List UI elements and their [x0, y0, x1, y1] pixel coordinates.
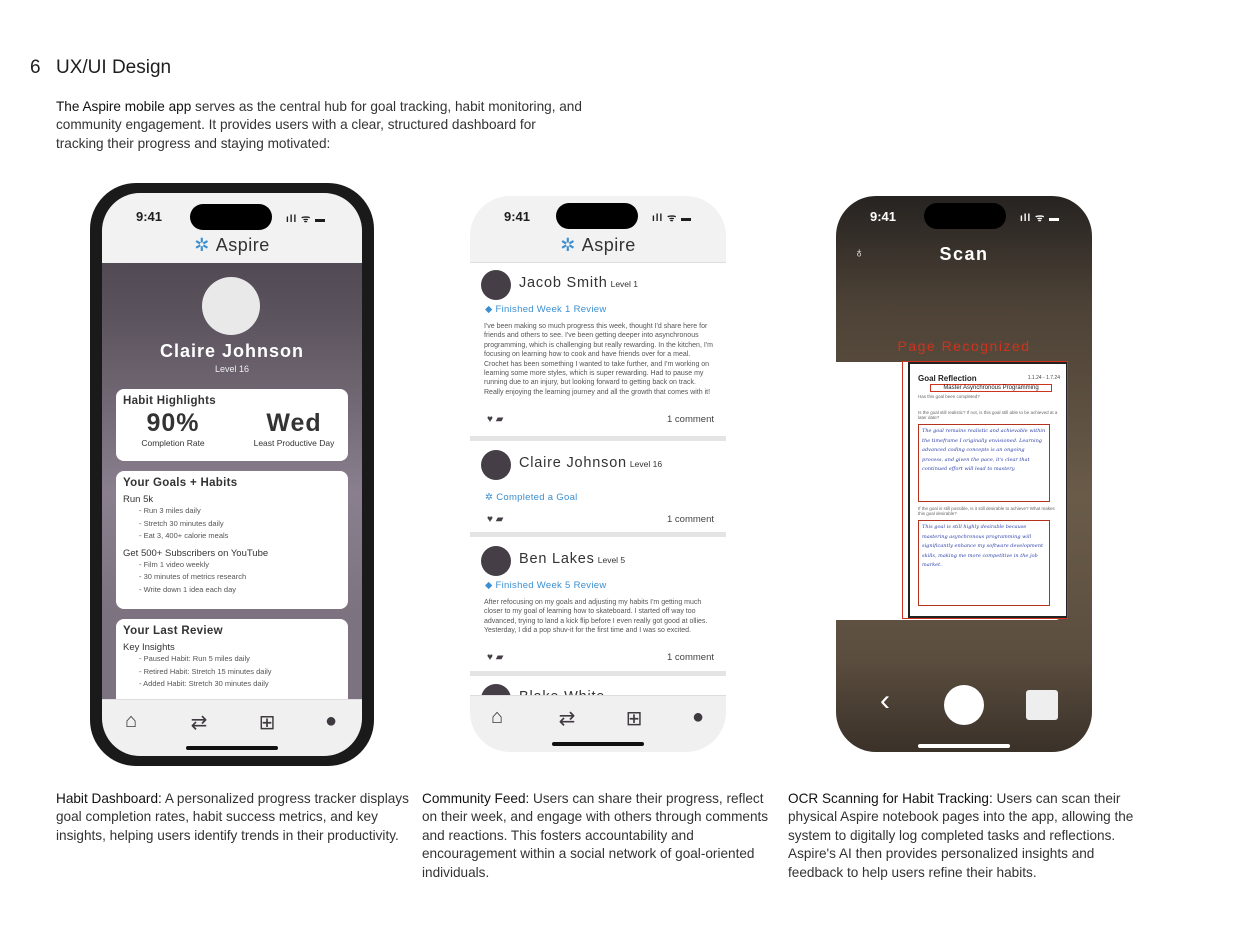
app-title — [102, 235, 362, 256]
feed-post[interactable] — [470, 270, 726, 435]
post-divider — [470, 436, 726, 441]
avatar[interactable] — [481, 546, 511, 576]
section-heading — [30, 57, 171, 79]
scan-title: Scan — [939, 244, 989, 264]
post-body: I've been making so much progress this week, thought I'd share here for friends and others to see. I've been getting deeper into asynchronous programming, which is challenging but really rewarding. In the kitchen, I'm focusing on learning how to cook and have friends over for a meal. Crochet has been something I wanted to take further, and I'm working on learning some more styles, which is super rewarding. Had to pause my running due to an injury, but looking forward to getting back on track. Really enjoying the learning journey and all the growth that comes with it! — [484, 323, 713, 396]
comment-count[interactable]: 1 comment — [667, 514, 714, 525]
reaction-icons[interactable]: ♥ ▰ — [487, 514, 504, 525]
handwritten-answer: This goal is still highly desirable because mastering asynchronous programming will significantly enhance my software development skills, making me more competitive in the job market. — [918, 520, 1050, 606]
notebook-question: Is the goal still realistic? If not, is this goal still able to be achieved at a later date? — [918, 410, 1058, 420]
post-author — [519, 275, 638, 291]
metric-label: Completion Rate — [141, 438, 205, 448]
completion-rate-metric — [130, 409, 216, 448]
profile-icon[interactable]: ● — [691, 706, 705, 728]
dynamic-island — [924, 203, 1006, 229]
section-title: UX/UI Design — [56, 57, 172, 78]
least-productive-day-metric — [242, 409, 346, 448]
status-icons: ıll ᯤ ▬ — [1020, 213, 1061, 224]
comment-count[interactable]: 1 comment — [667, 652, 714, 663]
author-name: Jacob Smith — [519, 275, 608, 291]
metric-value: 90% — [146, 409, 200, 437]
home-icon[interactable]: ⌂ — [490, 706, 504, 728]
intro-lead: The Aspire mobile app — [56, 99, 192, 114]
profile-icon[interactable]: ● — [324, 710, 338, 732]
insight-item: - Retired Habit: Stretch 15 minutes daily — [139, 666, 272, 676]
goals-habits-card[interactable] — [116, 471, 348, 609]
back-arrow-icon[interactable]: ‹ — [880, 684, 890, 717]
gallery-thumbnail[interactable] — [1026, 690, 1058, 720]
caption-text: A personalized progress tracker displays goal completion rates, habit success metrics, and key insights, helping users identify trends in their productivity. — [56, 791, 409, 843]
post-body: After refocusing on my goals and adjusting my habits I'm getting much closer to my goal of learning how to skateboard. I started off way too advanced, trying to land a kick flip before I even really got good at ollies. Yesterday, I did a pop shuv-it for the first time and I was so excited. — [484, 599, 708, 635]
post-activity: ✲ Completed a Goal — [485, 492, 578, 503]
profile-name: Claire Johnson — [159, 341, 305, 361]
habit-item: - Eat 3, 400+ calorie meals — [139, 531, 229, 540]
status-bar — [470, 196, 726, 236]
author-level: Level 5 — [597, 555, 626, 565]
goal-title: Get 500+ Subscribers on YouTube — [123, 547, 269, 559]
caption-feed — [422, 790, 777, 882]
avatar[interactable] — [481, 270, 511, 300]
author-level: Level 1 — [610, 279, 639, 289]
activity-text: Completed a Goal — [496, 492, 578, 503]
reaction-icons[interactable]: ♥ ▰ — [487, 414, 504, 425]
post-divider — [470, 532, 726, 537]
caption-ocr — [788, 790, 1143, 882]
aspire-logo-icon: ✲ — [194, 235, 210, 255]
app-title — [470, 235, 726, 256]
review-subtitle: Key Insights — [123, 642, 175, 653]
scan-phone — [836, 196, 1092, 752]
home-indicator — [918, 744, 1010, 748]
recognition-frame — [902, 361, 1068, 619]
notebook-goal: Master Asynchronous Programming — [930, 384, 1052, 392]
feed-phone — [470, 196, 726, 752]
author-name: Claire Johnson — [519, 455, 627, 471]
caption-text: Users can share their progress, reflect on their week, and engage with others through comments and reactions. This fosters accountability and encouragement within a social network of goal-oriented individuals. — [422, 791, 769, 880]
dashboard-header — [102, 193, 362, 263]
aspire-logo-icon: ✲ — [560, 235, 576, 255]
caption-lead: OCR Scanning for Habit Tracking: — [788, 791, 993, 806]
dashboard-phone — [90, 183, 374, 766]
status-icons: ıll ᯤ ▬ — [652, 213, 693, 224]
post-author — [519, 455, 662, 471]
section-number: 6 — [30, 57, 41, 78]
card-title: Habit Highlights — [123, 395, 216, 407]
add-icon[interactable]: ⊞ — [625, 708, 643, 730]
handwritten-answer: The goal remains realistic and achievable within the timeframe I originally envisioned. Learning advanced coding concepts is an ongoing process, and given the pace, it's clear that continued effort will lead to mastery. — [918, 424, 1050, 502]
feed-header — [470, 196, 726, 263]
intro-paragraph — [56, 98, 586, 153]
notebook-question: Has this goal been completed? — [918, 394, 980, 399]
tab-bar — [102, 699, 362, 756]
avatar[interactable] — [481, 450, 511, 480]
app-name: Aspire — [581, 235, 636, 255]
card-title: Your Goals + Habits — [123, 477, 238, 489]
habit-item: - 30 minutes of metrics research — [139, 572, 247, 581]
shutter-button[interactable] — [944, 685, 984, 725]
notebook-title: Goal Reflection — [918, 374, 977, 383]
goal-title: Run 5k — [123, 494, 154, 505]
habit-item: - Run 3 miles daily — [139, 506, 201, 515]
author-name: Ben Lakes — [519, 551, 595, 567]
post-activity: ◆ Finished Week 1 Review — [485, 304, 607, 315]
feed-post[interactable] — [470, 546, 726, 670]
caption-dashboard — [56, 790, 411, 845]
notebook-date: 1.1.24 - 1.7.24 — [1027, 375, 1060, 381]
status-bar — [836, 196, 1092, 236]
tab-bar — [470, 695, 726, 752]
status-bar — [102, 193, 362, 233]
feed-post[interactable] — [470, 450, 726, 530]
app-name: Aspire — [215, 235, 270, 255]
profile-avatar[interactable] — [202, 277, 260, 335]
status-time: 9:41 — [136, 209, 163, 224]
card-title: Your Last Review — [123, 625, 223, 637]
caption-lead: Habit Dashboard: — [56, 791, 162, 806]
caption-text: Users can scan their physical Aspire notebook pages into the app, allowing the system to digitally log completed tasks and reflections. Aspire's AI then provides personalized insights and feedback to help users refine their habits. — [788, 791, 1134, 880]
community-icon[interactable]: ⇄ — [190, 712, 208, 734]
home-icon[interactable]: ⌂ — [124, 710, 138, 732]
metric-label: Least Productive Day — [253, 438, 335, 448]
habit-highlights-card[interactable] — [116, 389, 348, 461]
habit-item: - Film 1 video weekly — [139, 559, 210, 569]
community-icon[interactable]: ⇄ — [558, 708, 576, 730]
habit-item: - Write down 1 idea each day — [139, 584, 236, 594]
activity-text: Finished Week 1 Review — [495, 304, 607, 315]
status-icons: ıll ᯤ ▬ — [286, 214, 327, 225]
home-indicator — [186, 746, 278, 750]
lightbulb-icon[interactable]: ♁ — [854, 244, 865, 260]
metric-value: Wed — [266, 409, 322, 437]
notebook-question: If the goal is still possible, is it still desirable to achieve? What makes this goal desirable? — [918, 506, 1055, 516]
post-author — [519, 551, 625, 567]
dynamic-island — [556, 203, 638, 229]
habit-item: - Stretch 30 minutes daily — [139, 518, 224, 528]
page-recognized-label: Page Recognized — [897, 338, 1031, 354]
post-divider — [470, 671, 726, 676]
profile-level: Level 16 — [214, 364, 250, 374]
post-activity: ◆ Finished Week 5 Review — [485, 580, 607, 591]
status-time: 9:41 — [504, 209, 531, 224]
comment-count[interactable]: 1 comment — [667, 414, 714, 425]
author-level: Level 16 — [629, 459, 663, 469]
activity-text: Finished Week 5 Review — [495, 580, 607, 591]
caption-lead: Community Feed: — [422, 791, 530, 806]
dynamic-island — [190, 204, 272, 230]
status-time: 9:41 — [870, 209, 897, 224]
home-indicator — [552, 742, 644, 746]
add-icon[interactable]: ⊞ — [258, 712, 276, 734]
dashboard-screen — [102, 193, 362, 756]
insight-item: - Paused Habit: Run 5 miles daily — [139, 654, 250, 663]
intro-rest: serves as the central hub for goal tracking, habit monitoring, and community engagement. It provides users with a clear, structured dashboard for tracking their progress and staying motivated: — [56, 99, 582, 151]
reaction-icons[interactable]: ♥ ▰ — [487, 652, 504, 663]
insight-item: - Added Habit: Stretch 30 minutes daily — [139, 679, 269, 688]
